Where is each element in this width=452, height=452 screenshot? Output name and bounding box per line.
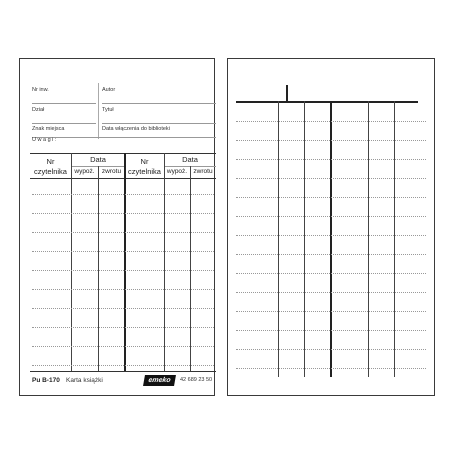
field-label-uwagi: U w a g i : [32,137,57,143]
emeko-logo: emeko [143,375,176,386]
field-label-nr-inw: Nr inw. [32,87,49,93]
field-label-dzial: Dział [32,107,45,113]
back-tick [286,85,288,101]
header-nr-2: Nr [140,157,149,166]
col-center-bold [124,153,126,371]
book-card-back [227,58,435,396]
ruled-row-line [236,254,426,255]
ruled-row-line [236,121,426,122]
field-line-autor [102,103,216,104]
table-bottom-rule [30,371,216,372]
ruled-row-line [236,273,426,274]
header-czytelnika-2: czytelnika [128,167,161,176]
col-line-4 [190,166,191,371]
header-czytelnika-1: czytelnika [34,167,67,176]
ruled-row-line [236,311,426,312]
col-line-2 [98,166,99,371]
book-card-front [19,58,215,396]
field-line-tytul [102,123,216,124]
ruled-row-line [32,346,214,347]
back-col-center [330,101,332,377]
ruled-row-line [32,213,214,214]
back-top-rule [236,101,418,103]
header-nr-1: Nr [46,157,55,166]
header-wypoz-1: wypoż. [74,168,95,175]
col-line-1 [71,153,72,371]
back-col-1 [278,101,279,377]
ruled-row-line [236,292,426,293]
ruled-row-line [32,270,214,271]
back-col-3 [368,101,369,377]
ruled-row-line [236,235,426,236]
ruled-row-line [32,232,214,233]
form-title: Karta książki [66,377,103,384]
field-label-tytul: Tytuł [102,107,114,113]
phone-number: 42 689 23 50 [180,377,213,383]
back-col-4 [394,101,395,377]
ruled-row-line [32,289,214,290]
header-data-1: Data [90,155,106,164]
field-line-dzial [32,123,96,124]
ruled-row-line [236,330,426,331]
header-wypoz-2: wypoż. [166,168,188,175]
header-zwrotu-2: zwrotu [193,168,213,175]
ruled-row-line [236,197,426,198]
ruled-row-line [32,251,214,252]
ruled-row-line [32,308,214,309]
ruled-row-line [236,216,426,217]
header-data-2: Data [182,155,198,164]
field-line-nr-inw [32,103,96,104]
ruled-row-line [32,365,214,366]
back-col-2 [304,101,305,377]
table-top-rule [30,153,216,154]
field-divider [98,83,99,139]
ruled-row-line [236,368,426,369]
ruled-row-line [32,327,214,328]
ruled-row-line [236,159,426,160]
header-zwrotu-1: zwrotu [101,168,122,175]
field-label-autor: Autor [102,87,116,93]
field-line-znak [32,137,216,138]
col-line-3 [164,153,165,371]
ruled-row-line [32,194,214,195]
form-code: Pu B-170 [32,377,60,384]
ruled-row-line [236,178,426,179]
field-label-znak-miejsca: Znak miejsca [32,126,65,132]
ruled-row-line [236,349,426,350]
ruled-row-line [236,140,426,141]
field-label-data-wlaczenia: Data włączenia do biblioteki [102,126,170,132]
table-header-rule [30,178,216,179]
